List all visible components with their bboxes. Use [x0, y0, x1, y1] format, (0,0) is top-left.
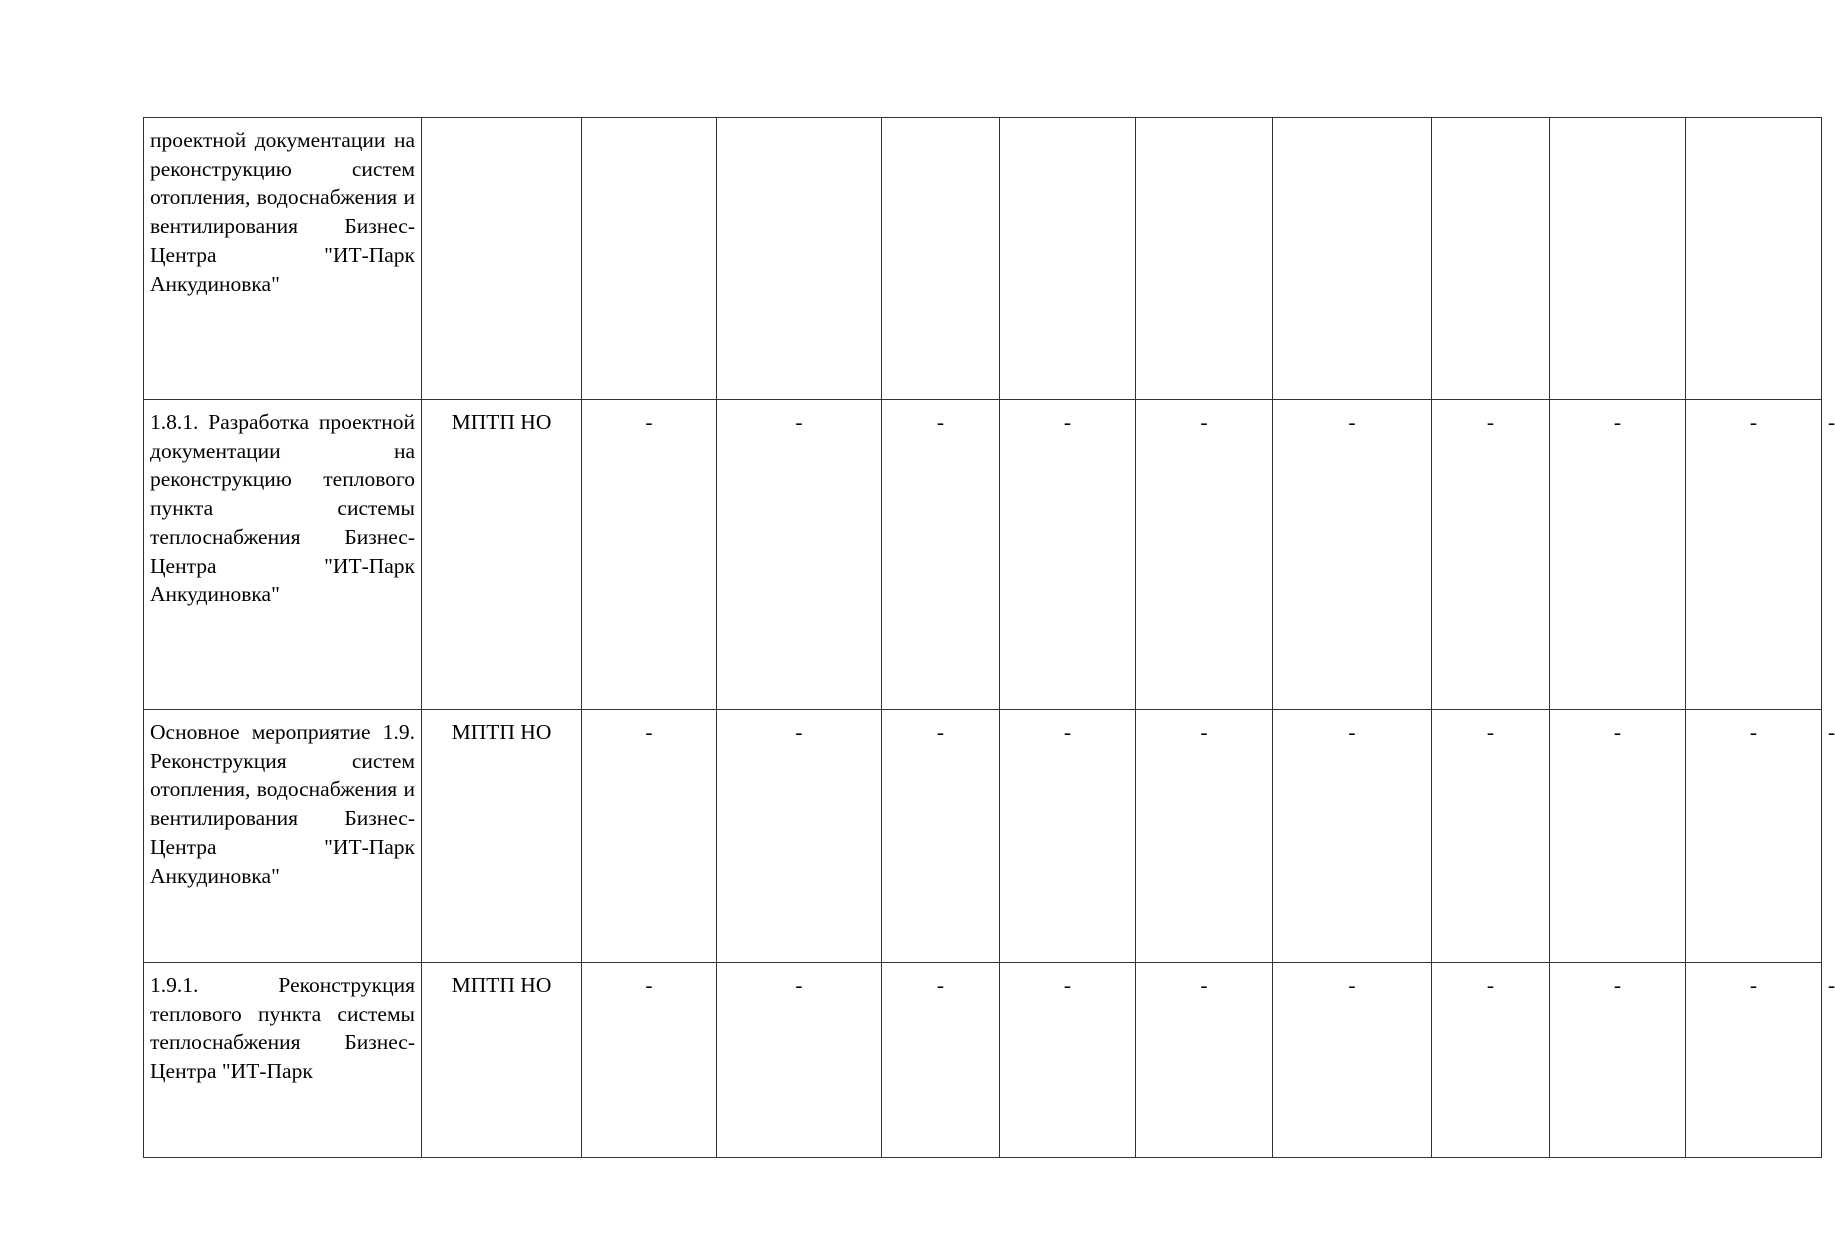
value-cell: -: [882, 963, 1000, 1158]
value-cell: -: [582, 963, 717, 1158]
value-cell: -: [582, 710, 717, 963]
activity-name-cell: 1.8.1. Разработка проектной документации на реконструкцию теплового пункта системы теплоснабжения Бизнес-Центра "ИТ-Парк Анкудиновка": [144, 400, 422, 710]
table-row: Основное мероприятие 1.9. Реконструкция систем отопления, водоснабжения и вентилирования Бизнес-Центра "ИТ-Парк Анкудиновка" МПТП НО - - - - - - - - - -: [144, 710, 1822, 963]
program-activities-table: [143, 117, 1835, 1158]
value-cell: -: [1686, 710, 1822, 963]
table-row: [144, 118, 1822, 400]
value-cell: -: [1136, 963, 1273, 1158]
value-cell: -: [1273, 710, 1432, 963]
value-cell: -: [1432, 400, 1550, 710]
value-cell: -: [1686, 400, 1822, 710]
value-cell: -: [1000, 963, 1136, 1158]
value-cell: [1550, 118, 1686, 400]
value-cell: -: [582, 400, 717, 710]
value-cell: [1273, 118, 1432, 400]
value-cell: -: [1273, 963, 1432, 1158]
value-cell: -: [1550, 963, 1686, 1158]
value-cell: -: [717, 710, 882, 963]
value-cell: -: [882, 710, 1000, 963]
responsible-cell: [422, 118, 582, 400]
value-cell: -: [1550, 400, 1686, 710]
value-cell: [1000, 118, 1136, 400]
value-cell: -: [717, 400, 882, 710]
value-cell: -: [1136, 710, 1273, 963]
activity-name-cell: Основное мероприятие 1.9. Реконструкция систем отопления, водоснабжения и вентилирования Бизнес-Центра "ИТ-Парк Анкудиновка": [144, 710, 422, 963]
responsible-cell: МПТП НО: [422, 963, 582, 1158]
value-cell: [582, 118, 717, 400]
value-cell: -: [1432, 710, 1550, 963]
value-cell: [1432, 118, 1550, 400]
value-cell: [717, 118, 882, 400]
responsible-cell: МПТП НО: [422, 400, 582, 710]
responsible-cell: МПТП НО: [422, 710, 582, 963]
activity-name-cell: 1.9.1. Реконструкция теплового пункта системы теплоснабжения Бизнес-Центра "ИТ-Парк: [144, 963, 422, 1158]
value-cell: [1686, 118, 1822, 400]
value-cell: -: [882, 400, 1000, 710]
value-cell: [882, 118, 1000, 400]
value-cell: -: [1432, 963, 1550, 1158]
value-cell: -: [1000, 710, 1136, 963]
table-row: 1.8.1. Разработка проектной документации на реконструкцию теплового пункта системы теплоснабжения Бизнес-Центра "ИТ-Парк Анкудиновка" МПТП НО - - - - - - - - - -: [144, 400, 1822, 710]
activity-name-cell: проектной документации на реконструкцию систем отопления, водоснабжения и вентилирования Бизнес-Центра "ИТ-Парк Анкудиновка": [144, 118, 422, 400]
table-row: 1.9.1. Реконструкция теплового пункта системы теплоснабжения Бизнес-Центра "ИТ-Парк МПТП НО - - - - - - - - - -: [144, 963, 1822, 1158]
value-cell: -: [1000, 400, 1136, 710]
value-cell: -: [1273, 400, 1432, 710]
value-cell: -: [1550, 710, 1686, 963]
value-cell: -: [1136, 400, 1273, 710]
value-cell: -: [1686, 963, 1822, 1158]
value-cell: -: [717, 963, 882, 1158]
value-cell: [1136, 118, 1273, 400]
